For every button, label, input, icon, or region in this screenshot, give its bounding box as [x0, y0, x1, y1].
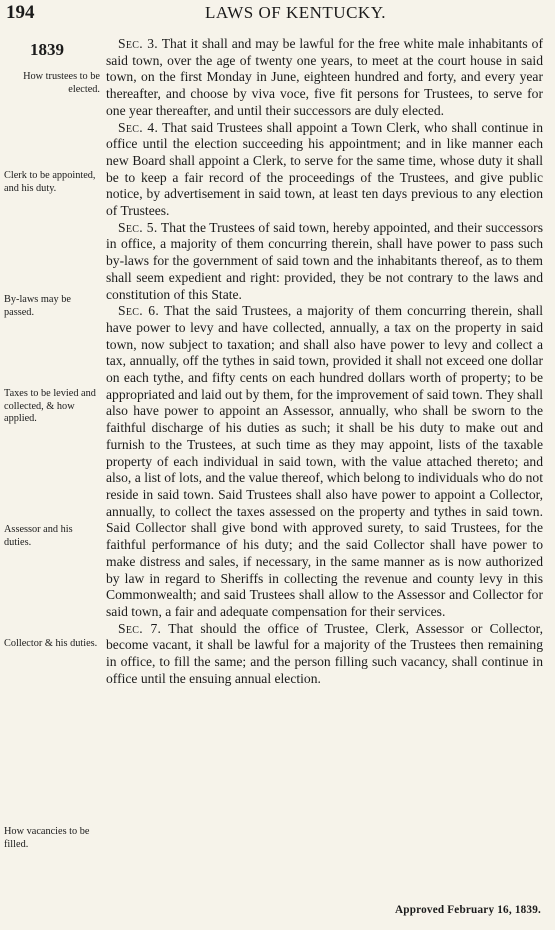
body-text: [106, 36, 543, 687]
margin-note-clerk: Clerk to be appointed, and his duty.: [4, 170, 96, 194]
section-label: Sec. 6.: [118, 303, 160, 319]
approval-line: Approved February 16, 1839.: [395, 904, 541, 916]
section-3: [106, 36, 543, 120]
margin-note-taxes: Taxes to be levied and collected, & how applied.: [4, 388, 96, 424]
section-text: That the Trustees of said town, hereby appointed, and their successors in office, a majority of them concurring therein, shall have power to pass such by-laws for the government of said town and the inhabitants thereof, as to them shall seem expedient and right: provided, they be not contrary to the laws and constitution of this State.: [106, 219, 544, 302]
margin-note-vacancies: How vacancies to be filled.: [4, 826, 90, 850]
section-text: That the said Trustees, a majority of them concurring therein, shall have power to levy and have collected, annually, a tax on the property in said town, now subject to taxation; and shall also have power to levy and collect a tax, annually, off the tythes in said town, provided it shall not exceed one dollar on each tythe, and fifty cents on each hundred dollars worth of property; to be appropriated and laid out by them, for the improvement of said town. They shall also have power to appoint an Assessor, annually, who shall be sworn to the faithful discharge of his duties as such; it shall be his duty to make out and furnish to the Trustees, at such time as they may appoint, lists of the taxable property of each individual in said town, with the value attached thereto; and also, a list of lots, and the value thereof, which belong to individuals who do not reside in said town. Said Trustees shall also have power to appoint a Collector, annually, to collect the taxes assessed on the property and tythes in said town. Said Collector shall give bond with approved surety, to said Trustees, for the faithful performance of his duty; and the said Collector shall have power to make distress and sales, if necessary, in the same manner as is now authorized by law in regard to Sheriffs in collecting the revenue and county levy in this Commonwealth; and said Trustees shall allow to the Assessor and Collector for said town, a fair and adequate compensation for their services.: [106, 303, 544, 619]
margin-note-assessor: Assessor and his duties.: [4, 524, 73, 548]
section-text: That should the office of Trustee, Clerk, Assessor or Collector, become vacant, it shall be lawful for a majority of the Trustees then remaining in office, to fill the same; and the person filling such vacancy, shall continue in office until the ensuing annual election.: [106, 620, 544, 686]
page-number: 194: [6, 2, 35, 23]
section-text: That it shall and may be lawful for the free white male inhabitants of said town, over the age of twenty one years, to meet at the court house in said town, on the first Monday in June, eighteen hundred and forty, and every year thereafter, and choose by viva voce, five fit persons for Trustees, to serve for one year thereafter, and until their successors are duly elected.: [106, 36, 544, 118]
section-4: [106, 120, 543, 220]
page-header: [6, 2, 545, 26]
margin-note-bylaws: By-laws may be passed.: [4, 294, 71, 318]
section-5: [106, 220, 543, 304]
section-text: That said Trustees shall appoint a Town Clerk, who shall continue in office until the election succeeding his appointment; and in like manner each new Board shall appoint a Clerk, to serve for the same time, whose duty it shall be to keep a fair record of the proceedings of the Trustees, and give public notice, by advertisement in said town, at least ten days previous to any election of Trustees.: [106, 119, 543, 219]
section-6: [106, 303, 543, 620]
running-head: LAWS OF KENTUCKY.: [204, 3, 387, 22]
section-label: Sec. 3.: [118, 36, 158, 51]
section-label: Sec. 4.: [118, 119, 159, 135]
section-label: Sec. 7.: [118, 620, 162, 636]
section-label: Sec. 5.: [118, 219, 158, 235]
margin-note-trustees: How trustees to be elected.: [23, 71, 100, 95]
margin-year: 1839: [30, 40, 64, 59]
section-7: [106, 621, 543, 688]
margin-note-collector: Collector & his duties.: [4, 638, 98, 649]
